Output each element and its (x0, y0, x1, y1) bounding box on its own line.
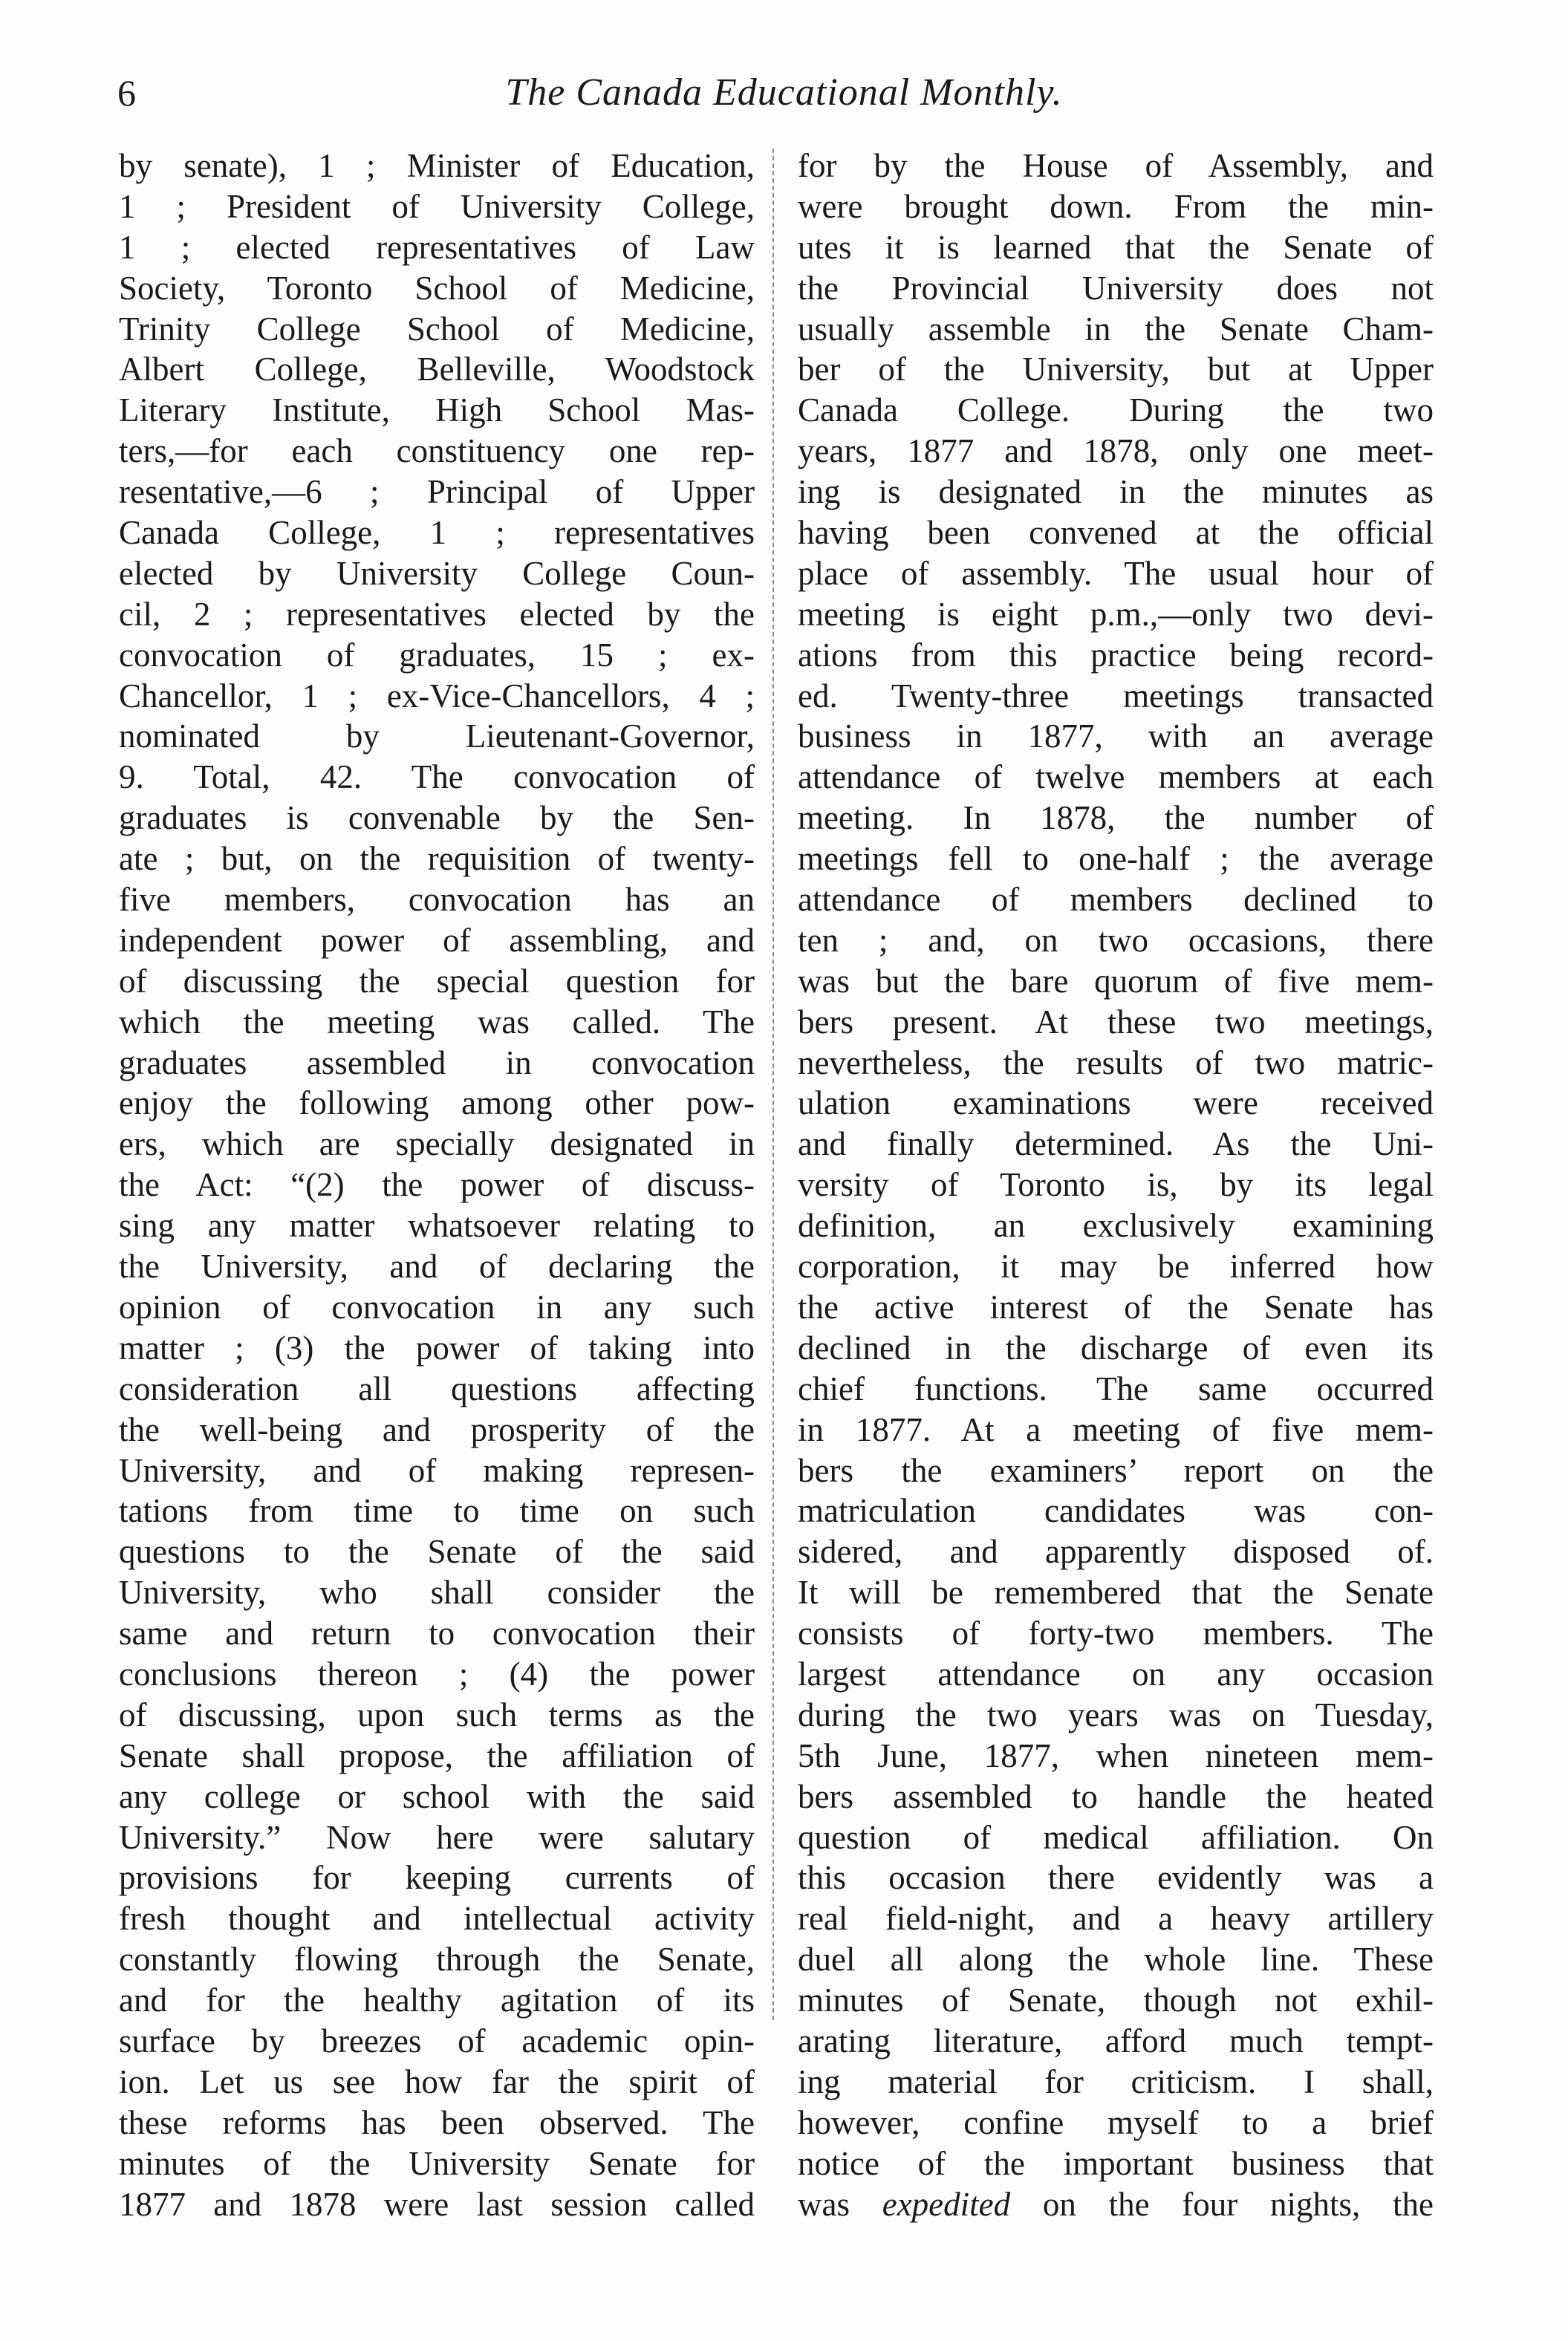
text-line: attendance of twelve members at each (798, 758, 1434, 796)
text-line: arating literature, afford much tempt- (798, 2022, 1434, 2060)
text-line: University.” Now here were salutary (119, 1818, 755, 1856)
text-line: sidered, and apparently disposed of. (798, 1533, 1434, 1571)
text-line: was but the bare quorum of five mem- (798, 962, 1434, 1000)
text-line: ations from this practice being record- (798, 636, 1434, 674)
text-line: chief functions. The same occurred (798, 1370, 1434, 1407)
text-line: Albert College, Belleville, Woodstock (119, 351, 755, 388)
text-line: place of assembly. The usual hour of (798, 554, 1434, 592)
text-line: having been convened at the official (798, 514, 1434, 552)
text-line: years, 1877 and 1878, only one meet- (798, 432, 1434, 470)
text-line: surface by breezes of academic opin- (119, 2022, 755, 2060)
text-line: tations from time to time on such (119, 1492, 755, 1530)
column-divider (772, 149, 774, 2020)
text-line: Senate shall propose, the affiliation of (119, 1736, 755, 1774)
text-line: ion. Let us see how far the spirit of (119, 2062, 755, 2100)
text-line: University, who shall consider the (119, 1574, 755, 1612)
text-line: bers the examiners’ report on the (798, 1451, 1434, 1489)
text-line: in 1877. At a meeting of five mem- (798, 1410, 1434, 1448)
text-line: Literary Institute, High School Mas- (119, 391, 755, 429)
text-line: sing any matter whatsoever relating to (119, 1207, 755, 1245)
text-line: ing material for criticism. I shall, (798, 2062, 1434, 2100)
text-line: ber of the University, but at Upper (798, 351, 1434, 388)
text-line: of discussing, upon such terms as the (119, 1696, 755, 1733)
text-line: however, confine myself to a brief (798, 2103, 1434, 2141)
text-line: 1 ; elected representatives of Law (119, 228, 755, 266)
text-line: nevertheless, the results of two matric- (798, 1043, 1434, 1081)
text-line: usually assemble in the Senate Cham- (798, 310, 1434, 348)
text-line: notice of the important business that (798, 2144, 1434, 2182)
text-line: enjoy the following among other pow- (119, 1084, 755, 1122)
text-line: constantly flowing through the Senate, (119, 1941, 755, 1979)
text-line: University, and of making represen- (119, 1451, 755, 1489)
text-line: graduates is convenable by the Sen- (119, 799, 755, 837)
text-line: bers assembled to handle the heated (798, 1777, 1434, 1815)
text-line: consists of forty-two members. The (798, 1615, 1434, 1653)
text-line: was expedited on the four nights, the (798, 2185, 1434, 2223)
text-line: the active interest of the Senate has (798, 1288, 1434, 1326)
text-line: fresh thought and intellectual activity (119, 1900, 755, 1938)
text-line: Chancellor, 1 ; ex-Vice-Chancellors, 4 ; (119, 677, 755, 714)
text-line: graduates assembled in convocation (119, 1043, 755, 1081)
text-line: Canada College. During the two (798, 391, 1434, 429)
text-line: attendance of members declined to (798, 881, 1434, 919)
text-line: these reforms has been observed. The (119, 2103, 755, 2141)
text-line: Trinity College School of Medicine, (119, 310, 755, 348)
text-line: and for the healthy agitation of its (119, 1982, 755, 2019)
right-text-column (798, 146, 1434, 2224)
text-line: Society, Toronto School of Medicine, (119, 269, 755, 307)
text-line: ed. Twenty-three meetings transacted (798, 677, 1434, 714)
text-line: during the two years was on Tuesday, (798, 1696, 1434, 1733)
text-line: elected by University College Coun- (119, 554, 755, 592)
text-line: It will be remembered that the Senate (798, 1574, 1434, 1612)
text-line: minutes of the University Senate for (119, 2144, 755, 2182)
text-line: 5th June, 1877, when nineteen mem- (798, 1736, 1434, 1774)
text-line: 9. Total, 42. The convocation of (119, 758, 755, 796)
text-line: the Act: “(2) the power of discuss- (119, 1166, 755, 1204)
text-line: resentative,—6 ; Principal of Upper (119, 473, 755, 511)
text-line: bers present. At these two meetings, (798, 1003, 1434, 1041)
text-line: 1 ; President of University College, (119, 187, 755, 225)
text-line: nominated by Lieutenant-Governor, (119, 717, 755, 755)
text-line: meeting. In 1878, the number of (798, 799, 1434, 837)
text-line: corporation, it may be inferred how (798, 1248, 1434, 1286)
text-line: provisions for keeping currents of (119, 1859, 755, 1897)
text-line: conclusions thereon ; (4) the power (119, 1655, 755, 1693)
text-line: opinion of convocation in any such (119, 1288, 755, 1326)
text-line: the University, and of declaring the (119, 1248, 755, 1286)
page-number: 6 (117, 72, 136, 114)
text-line: Canada College, 1 ; representatives (119, 514, 755, 552)
text-line: by senate), 1 ; Minister of Education, (119, 147, 755, 184)
running-title: The Canada Educational Monthly. (505, 71, 1063, 114)
emphasized-word: expedited (882, 2185, 1011, 2223)
text-line: matriculation candidates was con- (798, 1492, 1434, 1530)
text-line: of discussing the special question for (119, 962, 755, 1000)
text-line: which the meeting was called. The (119, 1003, 755, 1041)
text-line: this occasion there evidently was a (798, 1859, 1434, 1897)
text-line: the well-being and prosperity of the (119, 1410, 755, 1448)
text-line: the Provincial University does not (798, 269, 1434, 307)
text-line: largest attendance on any occasion (798, 1655, 1434, 1693)
text-line: declined in the discharge of even its (798, 1329, 1434, 1367)
text-line: ate ; but, on the requisition of twenty- (119, 840, 755, 878)
text-line: ing is designated in the minutes as (798, 473, 1434, 511)
text-line: ulation examinations were received (798, 1084, 1434, 1122)
text-line: independent power of assembling, and (119, 921, 755, 959)
text-line: utes it is learned that the Senate of (798, 228, 1434, 266)
text-line: five members, convocation has an (119, 881, 755, 919)
text-line: were brought down. From the min- (798, 187, 1434, 225)
text-line: cil, 2 ; representatives elected by the (119, 595, 755, 633)
text-line: 1877 and 1878 were last session called (119, 2185, 755, 2223)
text-line: ten ; and, on two occasions, there (798, 921, 1434, 959)
text-line: ers, which are specially designated in (119, 1125, 755, 1163)
text-line: and finally determined. As the Uni- (798, 1125, 1434, 1163)
text-line: any college or school with the said (119, 1777, 755, 1815)
text-line: questions to the Senate of the said (119, 1533, 755, 1571)
text-line: consideration all questions affecting (119, 1370, 755, 1407)
text-line: versity of Toronto is, by its legal (798, 1166, 1434, 1204)
text-line: same and return to convocation their (119, 1615, 755, 1653)
text-line: minutes of Senate, though not exhil- (798, 1982, 1434, 2019)
text-line: meetings fell to one-half ; the average (798, 840, 1434, 878)
text-line: convocation of graduates, 15 ; ex- (119, 636, 755, 674)
text-line: question of medical affiliation. On (798, 1818, 1434, 1856)
text-line: real field-night, and a heavy artillery (798, 1900, 1434, 1938)
left-text-column (119, 146, 755, 2224)
text-line: meeting is eight p.m.,—only two devi- (798, 595, 1434, 633)
text-line: ters,—for each constituency one rep- (119, 432, 755, 470)
text-line: for by the House of Assembly, and (798, 147, 1434, 184)
text-line: duel all along the whole line. These (798, 1941, 1434, 1979)
page-header (0, 59, 1568, 126)
text-line: definition, an exclusively examining (798, 1207, 1434, 1245)
text-line: business in 1877, with an average (798, 717, 1434, 755)
text-line: matter ; (3) the power of taking into (119, 1329, 755, 1367)
